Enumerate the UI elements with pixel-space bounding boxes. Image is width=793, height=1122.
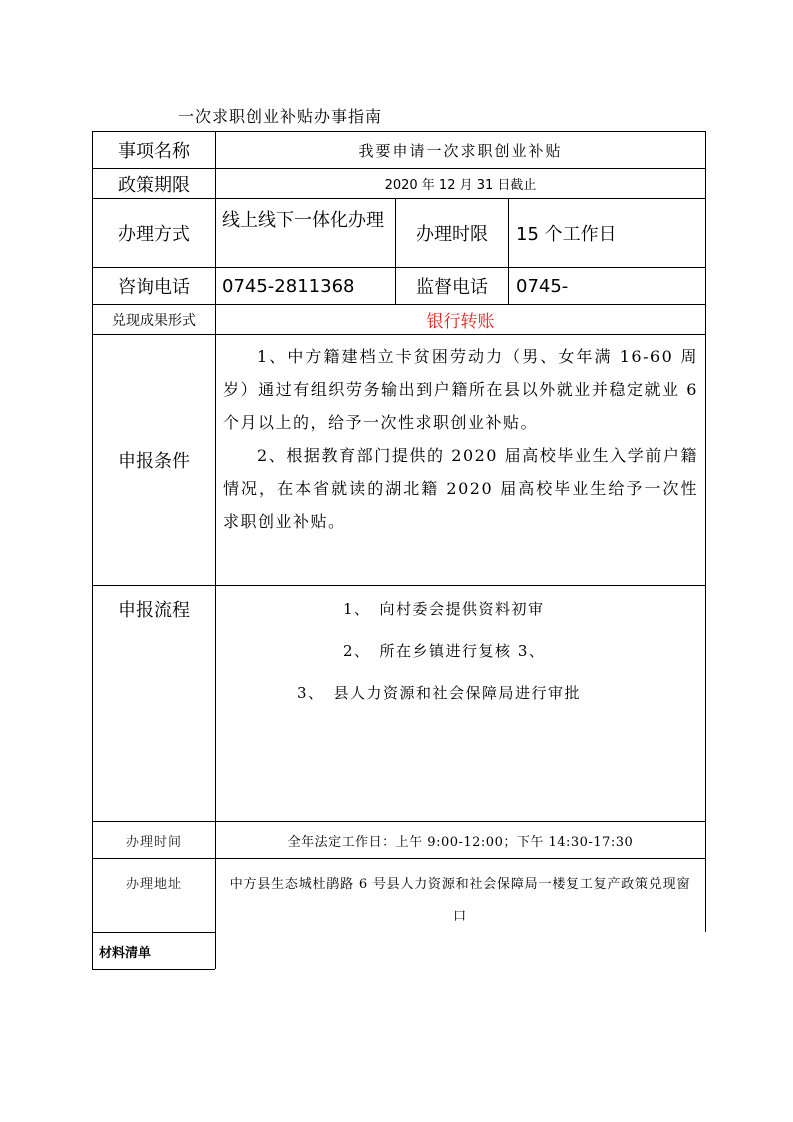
process-step: 2、 所在乡镇进行复核 3、	[343, 642, 546, 660]
time-limit-value: 15 个工作日	[516, 224, 617, 245]
policy-period-label: 政策期限	[118, 174, 190, 196]
time-limit-label: 办理时限	[416, 224, 488, 245]
condition-paragraph: 1、中方籍建档立卡贫困劳动力（男、女年满 16-60 周岁）通过有组织劳务输出到户籍所在县以外就业并稳定就业 6 个月以上的，给予一次性求职创业补贴。	[223, 347, 698, 432]
process-label: 申报流程	[118, 600, 190, 621]
item-name-label: 事项名称	[118, 141, 190, 162]
result-value: 银行转账	[426, 312, 495, 332]
method-value: 线上线下一体化办理	[222, 210, 384, 231]
phone-label: 咨询电话	[118, 277, 190, 298]
conditions-label: 申报条件	[118, 451, 190, 472]
method-label: 办理方式	[118, 224, 190, 245]
supervise-label: 监督电话	[416, 277, 488, 298]
address-label: 办理地址	[125, 877, 182, 892]
hours-label: 办理时间	[125, 834, 182, 850]
condition-paragraph: 2、根据教育部门提供的 2020 届高校毕业生入学前户籍情况，在本省就读的湖北籍 2020 届高校毕业生给予一次性求职创业补贴。	[223, 446, 698, 531]
policy-period-value: 2020 年 12 月 31 日截止	[384, 178, 537, 193]
address-value: 中方县生态城杜鹃路 6 号县人力资源和社会保障局一楼复工复产政策兑现窗口	[229, 877, 691, 924]
phone-value: 0745-2811368	[222, 275, 355, 297]
process-step: 3、 县人力资源和社会保障局进行审批	[297, 684, 582, 702]
materials-label: 材料清单	[99, 945, 152, 961]
process-step: 1、 向村委会提供资料初审	[343, 600, 545, 618]
document-title: 一次求职创业补贴办事指南	[178, 107, 383, 126]
result-label: 兑现成果形式	[112, 312, 196, 329]
item-name-value: 我要申请一次求职创业补贴	[358, 141, 563, 160]
supervise-value: 0745-	[516, 275, 569, 297]
conditions-body	[223, 340, 698, 538]
hours-value: 全年法定工作日：上午 9:00-12:00；下午 14:30-17:30	[287, 834, 634, 850]
